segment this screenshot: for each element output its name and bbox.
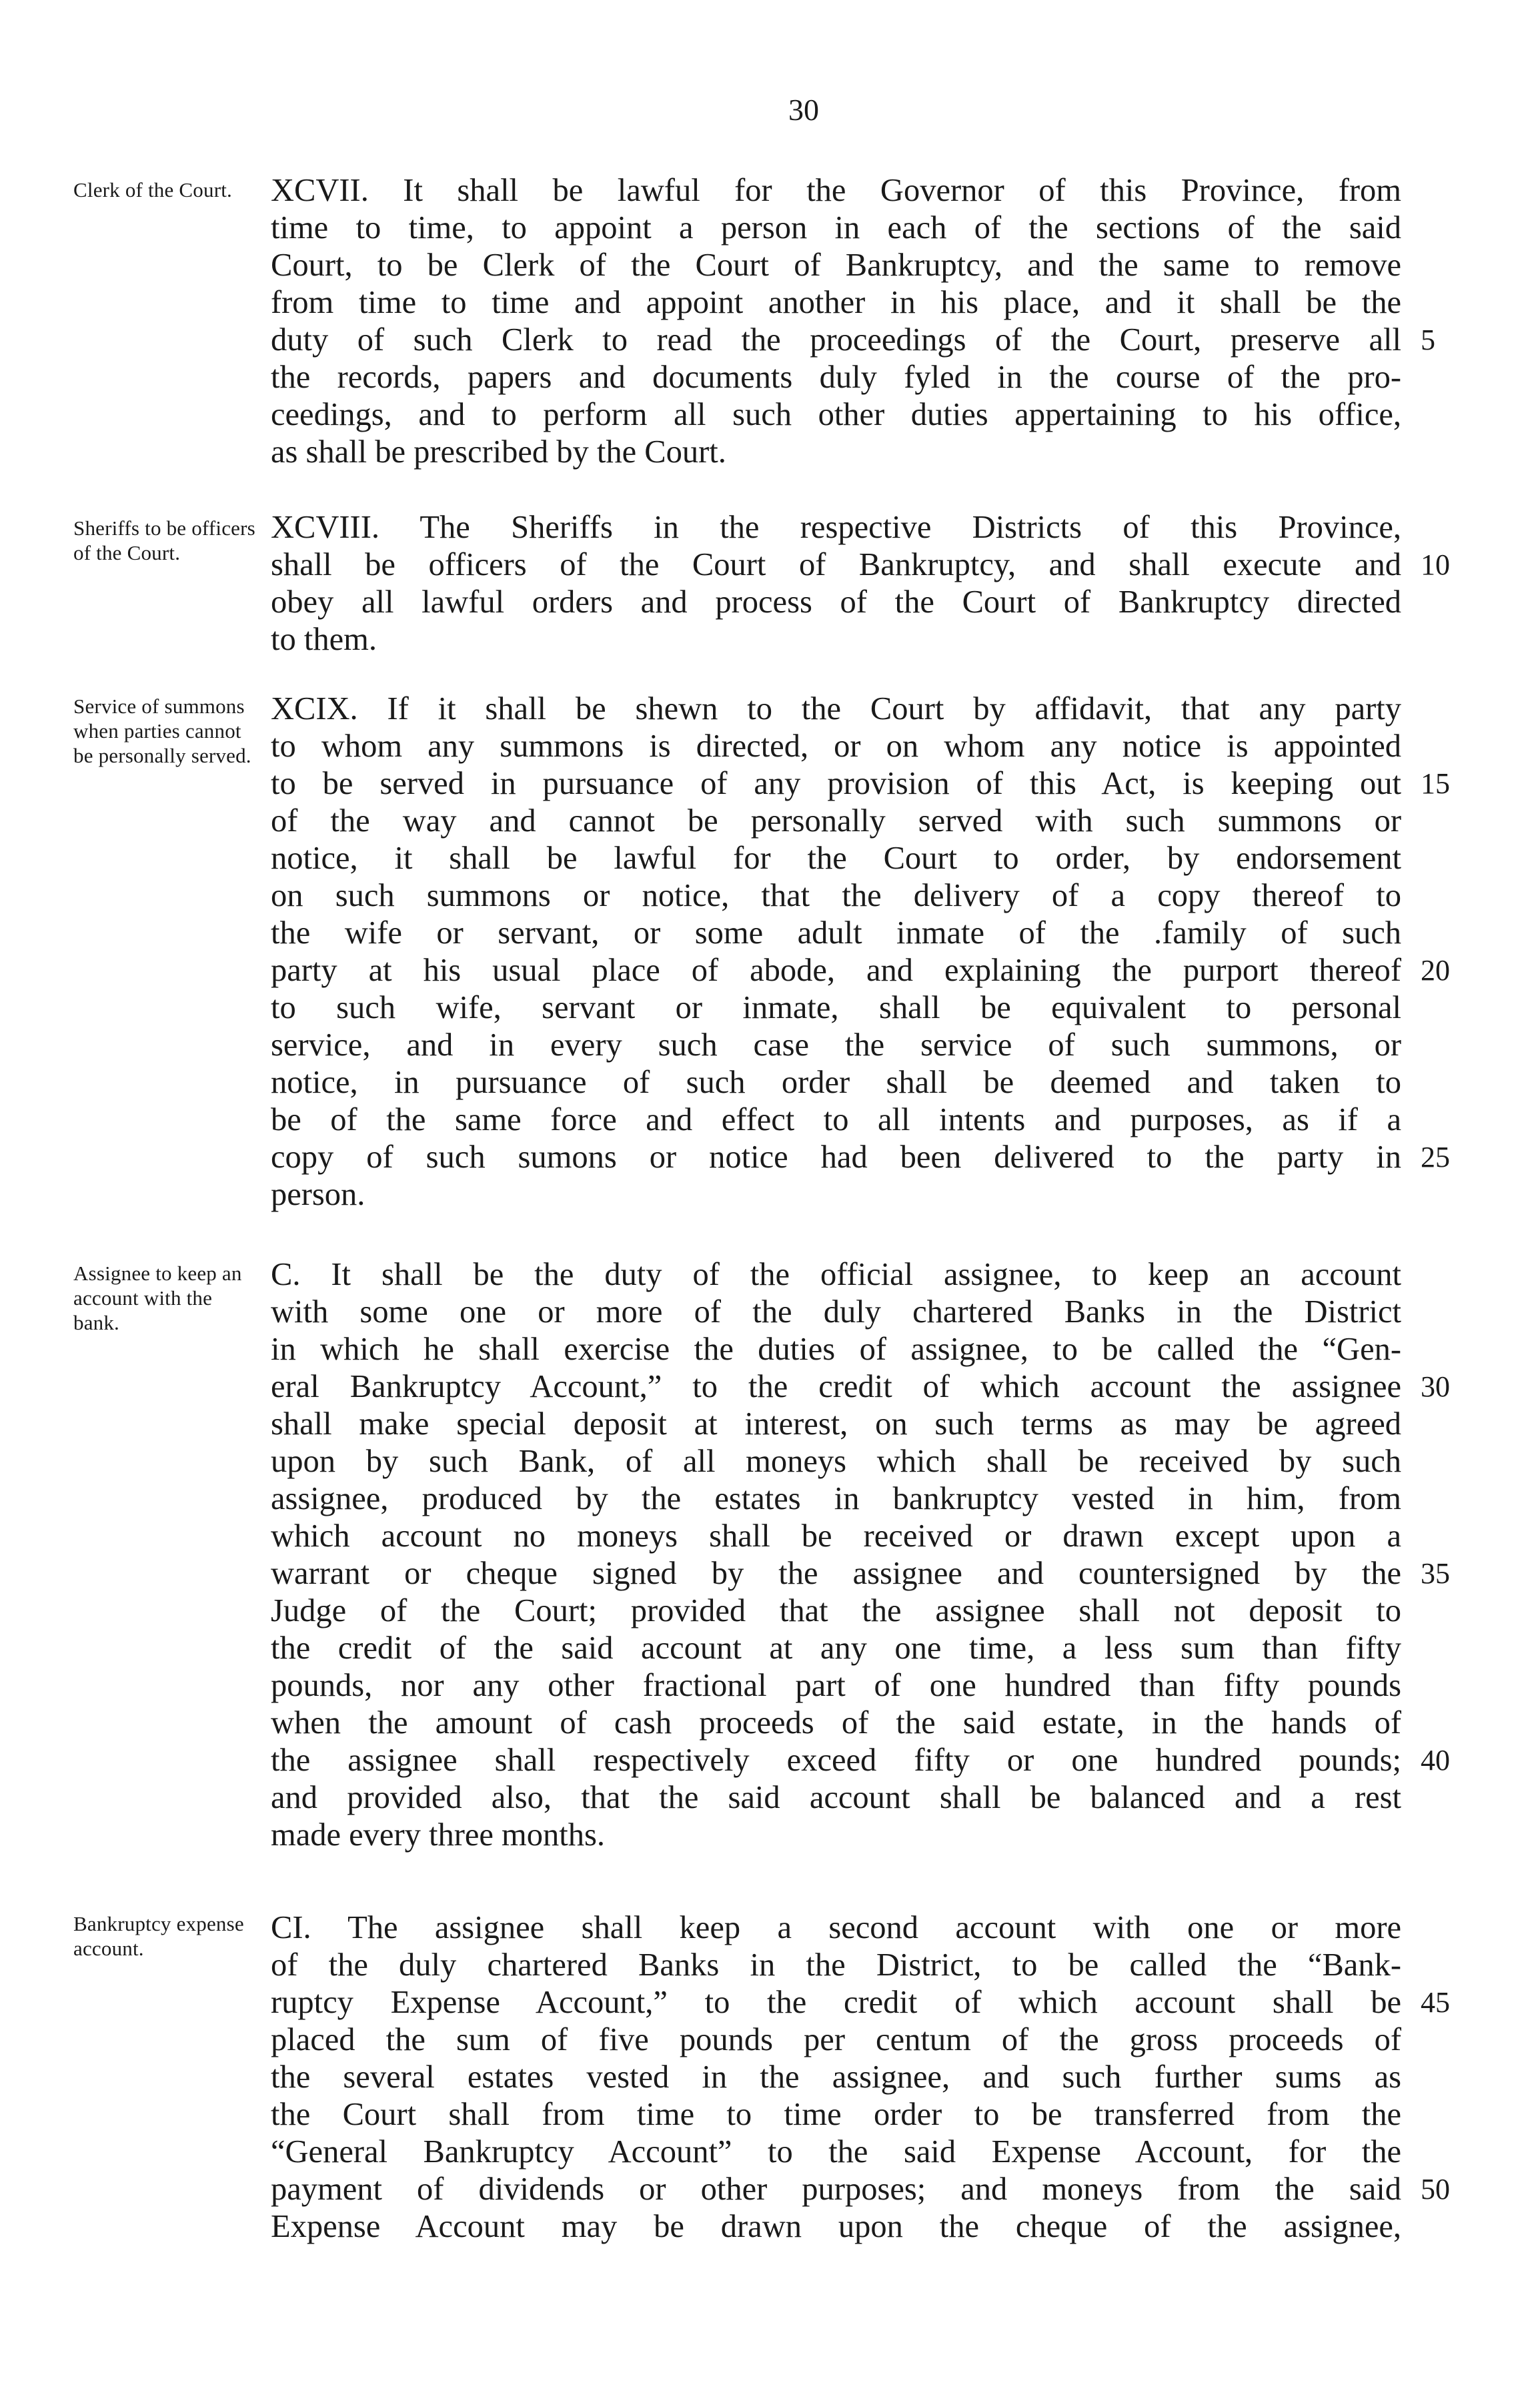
line-number: 25 [1421, 1141, 1450, 1173]
paragraph-c [271, 1256, 1401, 1854]
text-line: C. It shall be the duty of the official assignee, to keep an account [271, 1257, 1401, 1292]
line-number: 15 [1421, 767, 1450, 800]
paragraph-xcvii [271, 172, 1401, 471]
line-number: 30 [1421, 1370, 1450, 1403]
paragraph-xcviii [271, 509, 1401, 658]
line-number: 5 [1421, 324, 1435, 356]
line-number: 20 [1421, 954, 1450, 987]
text-line: when the amount of cash proceeds of the said estate, in the hands of [271, 1705, 1401, 1741]
text-line: from time to time and appoint another in his place, and it shall be the [271, 285, 1401, 320]
text-line: of the duly chartered Banks in the District, to be called the “Bank- [271, 1947, 1401, 1983]
text-line: XCVII. It shall be lawful for the Governor of this Province, from [271, 173, 1401, 208]
margin-note-sheriffs: Sheriffs to be officers of the Court. [73, 516, 255, 564]
text-line: Judge of the Court; provided that the assignee shall not deposit to [271, 1593, 1401, 1628]
text-line: pounds, nor any other fractional part of one hundred than fifty pounds [271, 1668, 1401, 1703]
text-line: as shall be prescribed by the Court. [271, 434, 726, 470]
text-line: the wife or servant, or some adult inmate of the .family of such [271, 915, 1401, 951]
text-line: eral Bankruptcy Account,” to the credit of which account the assignee [271, 1369, 1401, 1404]
text-line: on such summons or notice, that the delivery of a copy thereof to [271, 878, 1401, 913]
text-line: and provided also, that the said account shall be balanced and a rest [271, 1780, 1401, 1815]
text-line: the records, papers and documents duly fyled in the course of the pro- [271, 360, 1401, 395]
text-line: “General Bankruptcy Account” to the said Expense Account, for the [271, 2134, 1401, 2170]
margin-note-assignee-account: Assignee to keep an account with the bank. [73, 1262, 242, 1334]
line-number: 45 [1421, 1986, 1450, 2019]
text-line: which account no moneys shall be received or drawn except upon a [271, 1518, 1401, 1554]
text-line: to them. [271, 622, 377, 657]
text-line: CI. The assignee shall keep a second account with one or more [271, 1910, 1401, 1945]
text-line: Court, to be Clerk of the Court of Bankruptcy, and the same to remove [271, 248, 1401, 283]
text-line: payment of dividends or other purposes; and moneys from the said [271, 2172, 1401, 2207]
line-number: 10 [1421, 548, 1450, 581]
margin-note-bankruptcy-expense: Bankruptcy expense account. [73, 1912, 244, 1960]
text-line: with some one or more of the duly chartered Banks in the District [271, 1294, 1401, 1330]
text-line: XCIX. If it shall be shewn to the Court by affidavit, that any party [271, 691, 1401, 727]
text-line: warrant or cheque signed by the assignee and countersigned by the [271, 1556, 1401, 1591]
text-line: assignee, produced by the estates in bankruptcy vested in him, from [271, 1481, 1401, 1516]
text-line: made every three months. [271, 1817, 605, 1853]
text-line: service, and in every such case the service of such summons, or [271, 1027, 1401, 1063]
text-line: ruptcy Expense Account,” to the credit of which account shall be [271, 1985, 1401, 2020]
text-line: to such wife, servant or inmate, shall be equivalent to personal [271, 990, 1401, 1025]
text-line: Expense Account may be drawn upon the cheque of the assignee, [271, 2209, 1401, 2244]
text-line: of the way and cannot be personally served with such summons or [271, 803, 1401, 839]
text-line: shall be officers of the Court of Bankruptcy, and shall execute and [271, 547, 1401, 582]
text-line: the assignee shall respectively exceed fifty or one hundred pounds; [271, 1743, 1401, 1778]
page-number: 30 [788, 93, 819, 127]
text-line: the Court shall from time to time order to be transferred from the [271, 2097, 1401, 2132]
text-line: upon by such Bank, of all moneys which shall be received by such [271, 1444, 1401, 1479]
text-line: shall make special deposit at interest, on such terms as may be agreed [271, 1406, 1401, 1442]
line-number: 35 [1421, 1557, 1450, 1590]
margin-note-clerk: Clerk of the Court. [73, 178, 232, 201]
text-line: duty of such Clerk to read the proceedings of the Court, preserve all [271, 322, 1401, 358]
text-line: party at his usual place of abode, and explaining the purport thereof [271, 953, 1401, 988]
text-line: to be served in pursuance of any provision of this Act, is keeping out [271, 766, 1401, 801]
paragraph-ci [271, 1909, 1401, 2246]
text-line: the credit of the said account at any one time, a less sum than fifty [271, 1630, 1401, 1666]
text-line: the several estates vested in the assignee, and such further sums as [271, 2059, 1401, 2095]
text-line: obey all lawful orders and process of the Court of Bankruptcy directed [271, 584, 1401, 620]
text-line: in which he shall exercise the duties of assignee, to be called the “Gen- [271, 1332, 1401, 1367]
paragraph-xcix [271, 690, 1401, 1214]
text-line: to whom any summons is directed, or on whom any notice is appointed [271, 729, 1401, 764]
margin-note-service-of-summons: Service of summons when parties cannot be personally served. [73, 694, 251, 767]
text-line: placed the sum of five pounds per centum of the gross proceeds of [271, 2022, 1401, 2057]
line-number: 40 [1421, 1744, 1450, 1777]
text-line: ceedings, and to perform all such other duties appertaining to his office, [271, 397, 1401, 432]
text-line: notice, in pursuance of such order shall be deemed and taken to [271, 1065, 1401, 1100]
text-line: notice, it shall be lawful for the Court to order, by endorsement [271, 841, 1401, 876]
text-line: be of the same force and effect to all intents and purposes, as if a [271, 1102, 1401, 1137]
text-line: person. [271, 1177, 365, 1212]
line-number: 50 [1421, 2173, 1450, 2206]
text-line: copy of such sumons or notice had been delivered to the party in [271, 1139, 1401, 1175]
text-line: time to time, to appoint a person in each of the sections of the said [271, 210, 1401, 246]
text-line: XCVIII. The Sheriffs in the respective Districts of this Province, [271, 510, 1401, 545]
